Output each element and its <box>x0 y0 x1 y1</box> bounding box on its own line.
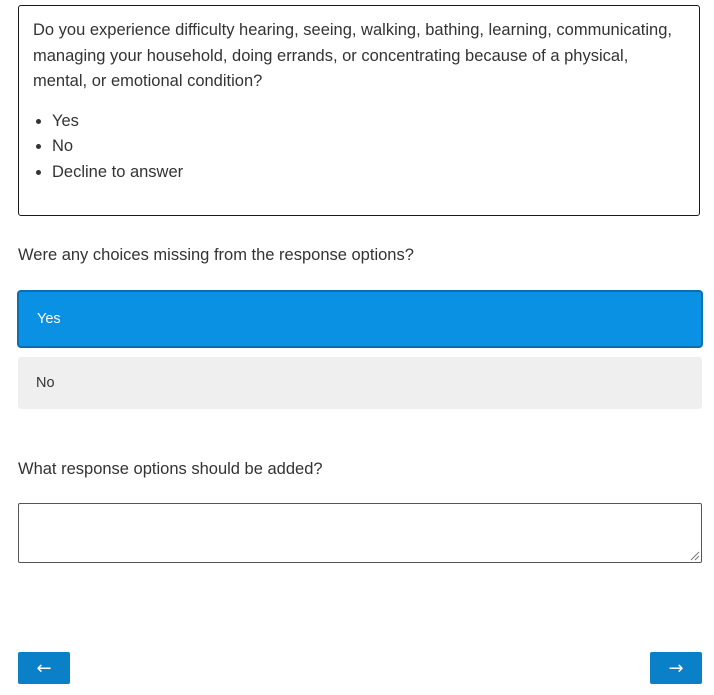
next-button[interactable] <box>650 652 702 684</box>
question-option-decline: • Decline to answer <box>52 160 685 186</box>
added-options-textarea[interactable] <box>18 503 702 563</box>
arrow-right-icon: → <box>668 657 684 679</box>
added-options-prompt: What response options should be added? <box>18 460 323 478</box>
choice-yes-button[interactable] <box>18 291 702 347</box>
question-options-list <box>33 109 685 186</box>
question-text: Do you experience difficulty hearing, seeing, walking, bathing, learning, communicating, managing your household, doing errands, or concentrating because of a physical, mental, or emotional condition? <box>33 21 672 90</box>
arrow-left-icon: ← <box>36 657 52 679</box>
question-preview-box <box>18 5 700 216</box>
question-option-yes: • Yes <box>52 109 685 135</box>
choice-yes-label: Yes <box>37 311 61 327</box>
back-button[interactable] <box>18 652 70 684</box>
resize-grip-icon[interactable] <box>688 549 700 561</box>
choice-no-button[interactable] <box>18 357 702 409</box>
missing-choices-prompt: Were any choices missing from the response options? <box>18 246 414 264</box>
question-option-no: • No <box>52 134 685 160</box>
choice-no-label: No <box>36 375 55 391</box>
